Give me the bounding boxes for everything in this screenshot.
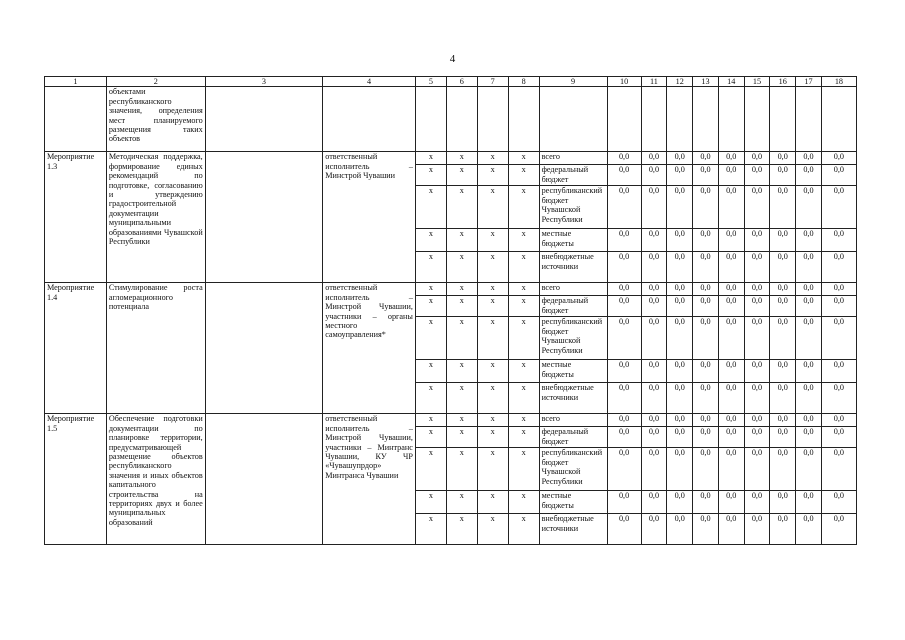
amount-cell: 0,0 (744, 414, 770, 427)
amount-cell: 0,0 (607, 283, 641, 296)
classification-code-cell: x (477, 317, 508, 360)
classification-code-cell: x (508, 186, 539, 229)
amount-cell: 0,0 (744, 514, 770, 545)
measure-row (45, 152, 857, 165)
amount-cell: 0,0 (821, 448, 856, 491)
column-number: 17 (796, 77, 822, 87)
amount-cell: 0,0 (821, 229, 856, 252)
column-number: 18 (821, 77, 856, 87)
amount-cell: 0,0 (607, 383, 641, 414)
empty-cell (641, 87, 667, 152)
classification-code-cell: x (477, 491, 508, 514)
amount-cell: 0,0 (718, 427, 744, 448)
amount-cell: 0,0 (770, 414, 796, 427)
amount-cell: 0,0 (744, 186, 770, 229)
amount-cell: 0,0 (607, 252, 641, 283)
classification-code-cell: x (508, 229, 539, 252)
funding-source: федеральный бюджет (539, 427, 607, 448)
amount-cell: 0,0 (821, 427, 856, 448)
amount-cell: 0,0 (718, 414, 744, 427)
classification-code-cell: x (508, 283, 539, 296)
classification-code-cell: x (415, 152, 446, 165)
amount-cell: 0,0 (718, 165, 744, 186)
classification-code-cell: x (446, 296, 477, 317)
table-body (45, 77, 857, 545)
amount-cell: 0,0 (607, 514, 641, 545)
amount-cell: 0,0 (693, 383, 719, 414)
measure-executor: ответственный исполнитель – Минстрой Чувашии, участники – органы местного самоуправления* (323, 283, 416, 414)
amount-cell: 0,0 (667, 252, 693, 283)
column-number: 11 (641, 77, 667, 87)
amount-cell: 0,0 (796, 317, 822, 360)
amount-cell: 0,0 (693, 165, 719, 186)
empty-cell (205, 87, 322, 152)
funding-source: местные бюджеты (539, 491, 607, 514)
amount-cell: 0,0 (718, 152, 744, 165)
amount-cell: 0,0 (821, 414, 856, 427)
amount-cell: 0,0 (821, 317, 856, 360)
amount-cell: 0,0 (607, 165, 641, 186)
measure-executor: ответственный исполнитель – Минстрой Чувашии (323, 152, 416, 283)
empty-cell (477, 87, 508, 152)
measure-executor: ответственный исполнитель – Минстрой Чувашии, участники – Минтранс Чувашии, КУ ЧР «Чувашупрдор» Минтранса Чувашии (323, 414, 416, 545)
classification-code-cell: x (415, 427, 446, 448)
classification-code-cell: x (508, 383, 539, 414)
classification-code-cell: x (477, 283, 508, 296)
classification-code-cell: x (415, 165, 446, 186)
empty-cell (415, 87, 446, 152)
classification-code-cell: x (477, 252, 508, 283)
amount-cell: 0,0 (796, 229, 822, 252)
amount-cell: 0,0 (796, 252, 822, 283)
amount-cell: 0,0 (744, 229, 770, 252)
amount-cell: 0,0 (796, 448, 822, 491)
classification-code-cell: x (415, 229, 446, 252)
amount-cell: 0,0 (693, 283, 719, 296)
amount-cell: 0,0 (607, 152, 641, 165)
classification-code-cell: x (477, 514, 508, 545)
measure-col3 (205, 283, 322, 414)
classification-code-cell: x (415, 360, 446, 383)
classification-code-cell: x (477, 360, 508, 383)
classification-code-cell: x (477, 229, 508, 252)
classification-code-cell: x (446, 448, 477, 491)
classification-code-cell: x (446, 427, 477, 448)
amount-cell: 0,0 (718, 186, 744, 229)
amount-cell: 0,0 (667, 514, 693, 545)
funding-source: внебюджетные источники (539, 383, 607, 414)
amount-cell: 0,0 (693, 360, 719, 383)
amount-cell: 0,0 (607, 229, 641, 252)
measure-name: Методическая поддержка, формирование единых рекомендаций по подготовке, согласованию и утверждению градостроительной документации муниципальными образованиями Чувашской Республики (106, 152, 205, 283)
amount-cell: 0,0 (770, 152, 796, 165)
measure-col3 (205, 414, 322, 545)
amount-cell: 0,0 (667, 427, 693, 448)
funding-source: республиканский бюджет Чувашской Республики (539, 448, 607, 491)
amount-cell: 0,0 (667, 229, 693, 252)
column-number: 7 (477, 77, 508, 87)
amount-cell: 0,0 (744, 427, 770, 448)
amount-cell: 0,0 (718, 491, 744, 514)
amount-cell: 0,0 (796, 283, 822, 296)
amount-cell: 0,0 (667, 360, 693, 383)
amount-cell: 0,0 (718, 283, 744, 296)
column-number: 15 (744, 77, 770, 87)
classification-code-cell: x (508, 414, 539, 427)
measure-row (45, 414, 857, 427)
classification-code-cell: x (508, 360, 539, 383)
funding-source: внебюджетные источники (539, 514, 607, 545)
amount-cell: 0,0 (607, 360, 641, 383)
empty-cell (323, 87, 416, 152)
amount-cell: 0,0 (821, 360, 856, 383)
amount-cell: 0,0 (821, 491, 856, 514)
amount-cell: 0,0 (770, 229, 796, 252)
amount-cell: 0,0 (770, 317, 796, 360)
amount-cell: 0,0 (770, 491, 796, 514)
classification-code-cell: x (508, 491, 539, 514)
column-number: 4 (323, 77, 416, 87)
amount-cell: 0,0 (641, 360, 667, 383)
amount-cell: 0,0 (821, 283, 856, 296)
amount-cell: 0,0 (770, 448, 796, 491)
classification-code-cell: x (477, 186, 508, 229)
classification-code-cell: x (415, 283, 446, 296)
column-number: 1 (45, 77, 107, 87)
empty-cell (770, 87, 796, 152)
budget-table (44, 76, 857, 545)
classification-code-cell: x (508, 514, 539, 545)
amount-cell: 0,0 (744, 317, 770, 360)
amount-cell: 0,0 (744, 383, 770, 414)
classification-code-cell: x (508, 296, 539, 317)
column-number: 9 (539, 77, 607, 87)
classification-code-cell: x (415, 414, 446, 427)
amount-cell: 0,0 (607, 427, 641, 448)
funding-source: местные бюджеты (539, 360, 607, 383)
column-number: 16 (770, 77, 796, 87)
column-number: 14 (718, 77, 744, 87)
measure-row (45, 283, 857, 296)
classification-code-cell: x (415, 252, 446, 283)
amount-cell: 0,0 (641, 165, 667, 186)
classification-code-cell: x (415, 448, 446, 491)
amount-cell: 0,0 (641, 427, 667, 448)
amount-cell: 0,0 (718, 296, 744, 317)
amount-cell: 0,0 (667, 152, 693, 165)
classification-code-cell: x (477, 427, 508, 448)
amount-cell: 0,0 (744, 360, 770, 383)
amount-cell: 0,0 (667, 296, 693, 317)
amount-cell: 0,0 (821, 186, 856, 229)
amount-cell: 0,0 (693, 427, 719, 448)
amount-cell: 0,0 (718, 514, 744, 545)
amount-cell: 0,0 (770, 252, 796, 283)
classification-code-cell: x (508, 427, 539, 448)
amount-cell: 0,0 (667, 186, 693, 229)
amount-cell: 0,0 (770, 360, 796, 383)
measure-name: Обеспечение подготовки документации по планировке территории, предусматривающей размещение объектов республиканского значения и иных объектов капитального строительства на территориях двух и более муниципальных образований (106, 414, 205, 545)
column-number: 6 (446, 77, 477, 87)
empty-cell (446, 87, 477, 152)
amount-cell: 0,0 (641, 491, 667, 514)
amount-cell: 0,0 (718, 360, 744, 383)
amount-cell: 0,0 (744, 283, 770, 296)
classification-code-cell: x (446, 360, 477, 383)
classification-code-cell: x (415, 383, 446, 414)
classification-code-cell: x (415, 186, 446, 229)
funding-source: всего (539, 152, 607, 165)
classification-code-cell: x (477, 414, 508, 427)
measure-code: Мероприятие 1.4 (45, 283, 107, 414)
amount-cell: 0,0 (796, 514, 822, 545)
empty-cell (821, 87, 856, 152)
classification-code-cell: x (446, 383, 477, 414)
amount-cell: 0,0 (744, 448, 770, 491)
amount-cell: 0,0 (744, 252, 770, 283)
amount-cell: 0,0 (667, 317, 693, 360)
measure-name: Стимулирование роста агломерационного потенциала (106, 283, 205, 414)
amount-cell: 0,0 (718, 448, 744, 491)
amount-cell: 0,0 (796, 491, 822, 514)
funding-source: федеральный бюджет (539, 296, 607, 317)
amount-cell: 0,0 (693, 317, 719, 360)
classification-code-cell: x (477, 448, 508, 491)
classification-code-cell: x (446, 252, 477, 283)
amount-cell: 0,0 (796, 414, 822, 427)
classification-code-cell: x (446, 165, 477, 186)
amount-cell: 0,0 (821, 383, 856, 414)
amount-cell: 0,0 (718, 317, 744, 360)
amount-cell: 0,0 (693, 514, 719, 545)
classification-code-cell: x (508, 152, 539, 165)
empty-cell (539, 87, 607, 152)
empty-cell (607, 87, 641, 152)
amount-cell: 0,0 (693, 491, 719, 514)
amount-cell: 0,0 (607, 186, 641, 229)
classification-code-cell: x (446, 414, 477, 427)
amount-cell: 0,0 (796, 152, 822, 165)
classification-code-cell: x (508, 448, 539, 491)
amount-cell: 0,0 (667, 283, 693, 296)
empty-cell (693, 87, 719, 152)
funding-source: местные бюджеты (539, 229, 607, 252)
amount-cell: 0,0 (718, 229, 744, 252)
empty-cell (744, 87, 770, 152)
continuation-name-cell: объектами республиканского значения, определения мест планируемого размещения таких объектов (106, 87, 205, 152)
funding-source: республиканский бюджет Чувашской Республики (539, 317, 607, 360)
amount-cell: 0,0 (607, 317, 641, 360)
amount-cell: 0,0 (641, 448, 667, 491)
amount-cell: 0,0 (770, 165, 796, 186)
amount-cell: 0,0 (667, 383, 693, 414)
continuation-row (45, 87, 857, 152)
amount-cell: 0,0 (821, 514, 856, 545)
column-number: 13 (693, 77, 719, 87)
amount-cell: 0,0 (770, 296, 796, 317)
column-number: 12 (667, 77, 693, 87)
classification-code-cell: x (446, 152, 477, 165)
amount-cell: 0,0 (821, 296, 856, 317)
classification-code-cell: x (508, 252, 539, 283)
amount-cell: 0,0 (667, 448, 693, 491)
amount-cell: 0,0 (796, 165, 822, 186)
amount-cell: 0,0 (821, 165, 856, 186)
classification-code-cell: x (446, 491, 477, 514)
classification-code-cell: x (446, 229, 477, 252)
empty-cell (667, 87, 693, 152)
amount-cell: 0,0 (667, 414, 693, 427)
amount-cell: 0,0 (744, 296, 770, 317)
amount-cell: 0,0 (693, 296, 719, 317)
amount-cell: 0,0 (693, 448, 719, 491)
empty-cell (718, 87, 744, 152)
measure-code: Мероприятие 1.5 (45, 414, 107, 545)
amount-cell: 0,0 (821, 152, 856, 165)
amount-cell: 0,0 (607, 491, 641, 514)
amount-cell: 0,0 (641, 317, 667, 360)
amount-cell: 0,0 (641, 514, 667, 545)
amount-cell: 0,0 (641, 296, 667, 317)
amount-cell: 0,0 (770, 383, 796, 414)
amount-cell: 0,0 (641, 252, 667, 283)
amount-cell: 0,0 (641, 383, 667, 414)
column-number: 3 (205, 77, 322, 87)
amount-cell: 0,0 (744, 152, 770, 165)
amount-cell: 0,0 (607, 414, 641, 427)
amount-cell: 0,0 (718, 383, 744, 414)
classification-code-cell: x (415, 514, 446, 545)
amount-cell: 0,0 (693, 252, 719, 283)
column-number: 2 (106, 77, 205, 87)
column-number: 5 (415, 77, 446, 87)
amount-cell: 0,0 (796, 186, 822, 229)
classification-code-cell: x (446, 317, 477, 360)
amount-cell: 0,0 (607, 296, 641, 317)
amount-cell: 0,0 (796, 360, 822, 383)
amount-cell: 0,0 (796, 427, 822, 448)
amount-cell: 0,0 (693, 186, 719, 229)
funding-source: внебюджетные источники (539, 252, 607, 283)
amount-cell: 0,0 (607, 448, 641, 491)
funding-source: всего (539, 283, 607, 296)
classification-code-cell: x (446, 186, 477, 229)
amount-cell: 0,0 (641, 414, 667, 427)
amount-cell: 0,0 (770, 186, 796, 229)
classification-code-cell: x (446, 514, 477, 545)
funding-source: всего (539, 414, 607, 427)
classification-code-cell: x (477, 296, 508, 317)
amount-cell: 0,0 (667, 165, 693, 186)
amount-cell: 0,0 (744, 491, 770, 514)
classification-code-cell: x (477, 383, 508, 414)
classification-code-cell: x (415, 491, 446, 514)
amount-cell: 0,0 (770, 514, 796, 545)
amount-cell: 0,0 (667, 491, 693, 514)
continuation-code-cell (45, 87, 107, 152)
classification-code-cell: x (477, 152, 508, 165)
amount-cell: 0,0 (693, 414, 719, 427)
amount-cell: 0,0 (770, 283, 796, 296)
funding-source: федеральный бюджет (539, 165, 607, 186)
measure-code: Мероприятие 1.3 (45, 152, 107, 283)
classification-code-cell: x (446, 283, 477, 296)
amount-cell: 0,0 (693, 152, 719, 165)
measure-col3 (205, 152, 322, 283)
amount-cell: 0,0 (821, 252, 856, 283)
amount-cell: 0,0 (718, 252, 744, 283)
classification-code-cell: x (477, 165, 508, 186)
classification-code-cell: x (415, 296, 446, 317)
amount-cell: 0,0 (693, 229, 719, 252)
column-number: 10 (607, 77, 641, 87)
amount-cell: 0,0 (641, 283, 667, 296)
amount-cell: 0,0 (770, 427, 796, 448)
classification-code-cell: x (415, 317, 446, 360)
amount-cell: 0,0 (641, 152, 667, 165)
classification-code-cell: x (508, 165, 539, 186)
empty-cell (508, 87, 539, 152)
amount-cell: 0,0 (641, 229, 667, 252)
amount-cell: 0,0 (796, 383, 822, 414)
amount-cell: 0,0 (641, 186, 667, 229)
column-number: 8 (508, 77, 539, 87)
amount-cell: 0,0 (744, 165, 770, 186)
funding-source: республиканский бюджет Чувашской Республики (539, 186, 607, 229)
page-number: 4 (449, 53, 456, 65)
empty-cell (796, 87, 822, 152)
classification-code-cell: x (508, 317, 539, 360)
column-number-row (45, 77, 857, 87)
amount-cell: 0,0 (796, 296, 822, 317)
